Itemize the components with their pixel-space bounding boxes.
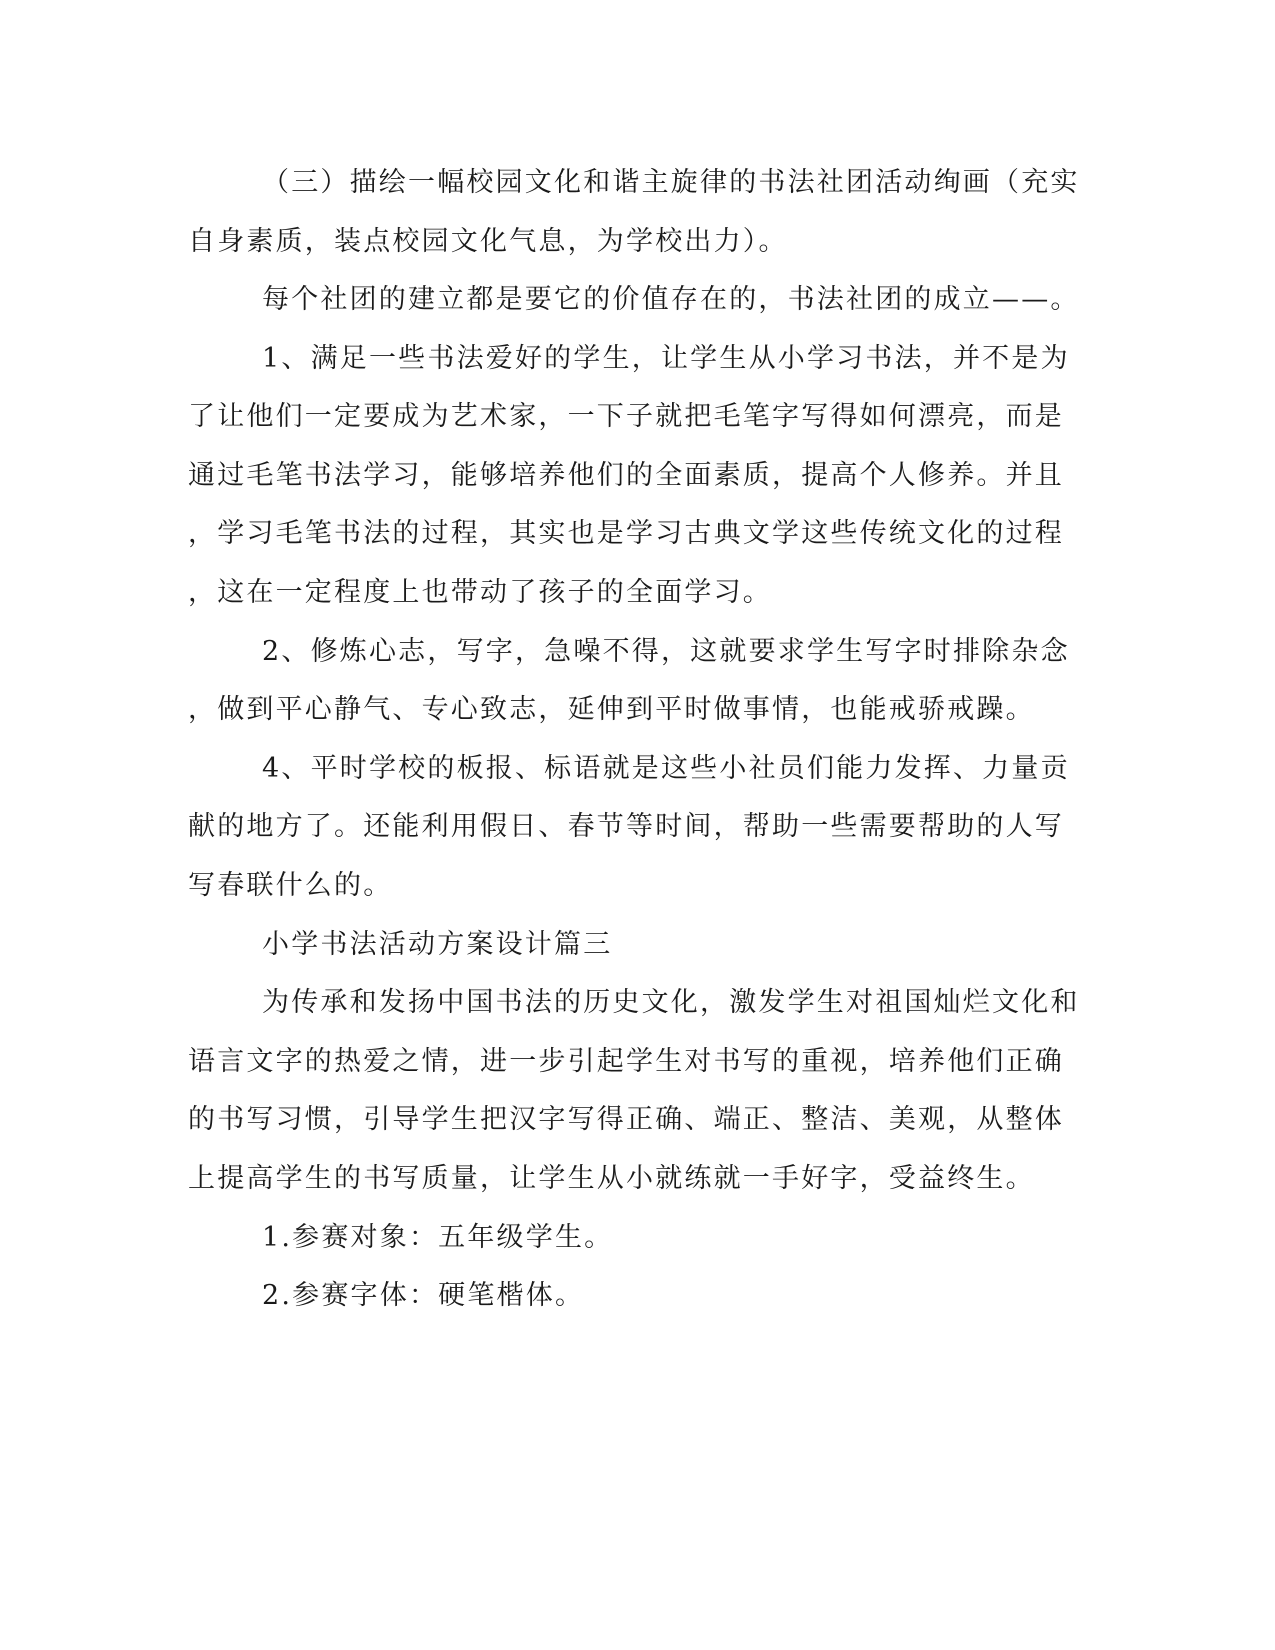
text-line: 为传承和发扬中国书法的历史文化，激发学生对祖国灿烂文化和 (262, 987, 1080, 1018)
text-line: 1、满足一些书法爱好的学生，让学生从小学习书法，并不是为 (262, 343, 1070, 374)
text-line: ，做到平心静气、专心致志，延伸到平时做事情，也能戒骄戒躁。 (188, 694, 1035, 725)
text-line: 的书写习惯，引导学生把汉字写得正确、端正、整洁、美观，从整体 (188, 1104, 1064, 1135)
text-line: 自身素质，装点校园文化气息，为学校出力）。 (188, 226, 788, 257)
text-line: 2、修炼心志，写字，急噪不得，这就要求学生写字时排除杂念 (262, 636, 1070, 667)
list-item: 1.参赛对象：五年级学生。 (262, 1222, 614, 1253)
text-line: 献的地方了。还能利用假日、春节等时间，帮助一些需要帮助的人写 (188, 811, 1064, 842)
text-line: （三）描绘一幅校园文化和谐主旋律的书法社团活动绚画（充实 (262, 167, 1080, 198)
text-line: 通过毛笔书法学习，能够培养他们的全面素质，提高个人修养。并且 (188, 460, 1064, 491)
text-line: 4、平时学校的板报、标语就是这些小社员们能力发挥、力量贡 (262, 753, 1070, 784)
section-heading: 小学书法活动方案设计篇三 (262, 929, 613, 960)
text-line: ，这在一定程度上也带动了孩子的全面学习。 (188, 577, 772, 608)
text-line: 写春联什么的。 (188, 870, 393, 901)
list-item: 2.参赛字体：硬笔楷体。 (262, 1280, 585, 1311)
text-line: ，学习毛笔书法的过程，其实也是学习古典文学这些传统文化的过程 (188, 518, 1064, 549)
text-line: 语言文字的热爱之情，进一步引起学生对书写的重视，培养他们正确 (188, 1046, 1064, 1077)
text-line: 了让他们一定要成为艺术家，一下子就把毛笔字写得如何漂亮，而是 (188, 401, 1064, 432)
text-line: 每个社团的建立都是要它的价值存在的，书法社团的成立——。 (262, 284, 1080, 315)
text-line: 上提高学生的书写质量，让学生从小就练就一手好字，受益终生。 (188, 1163, 1035, 1194)
